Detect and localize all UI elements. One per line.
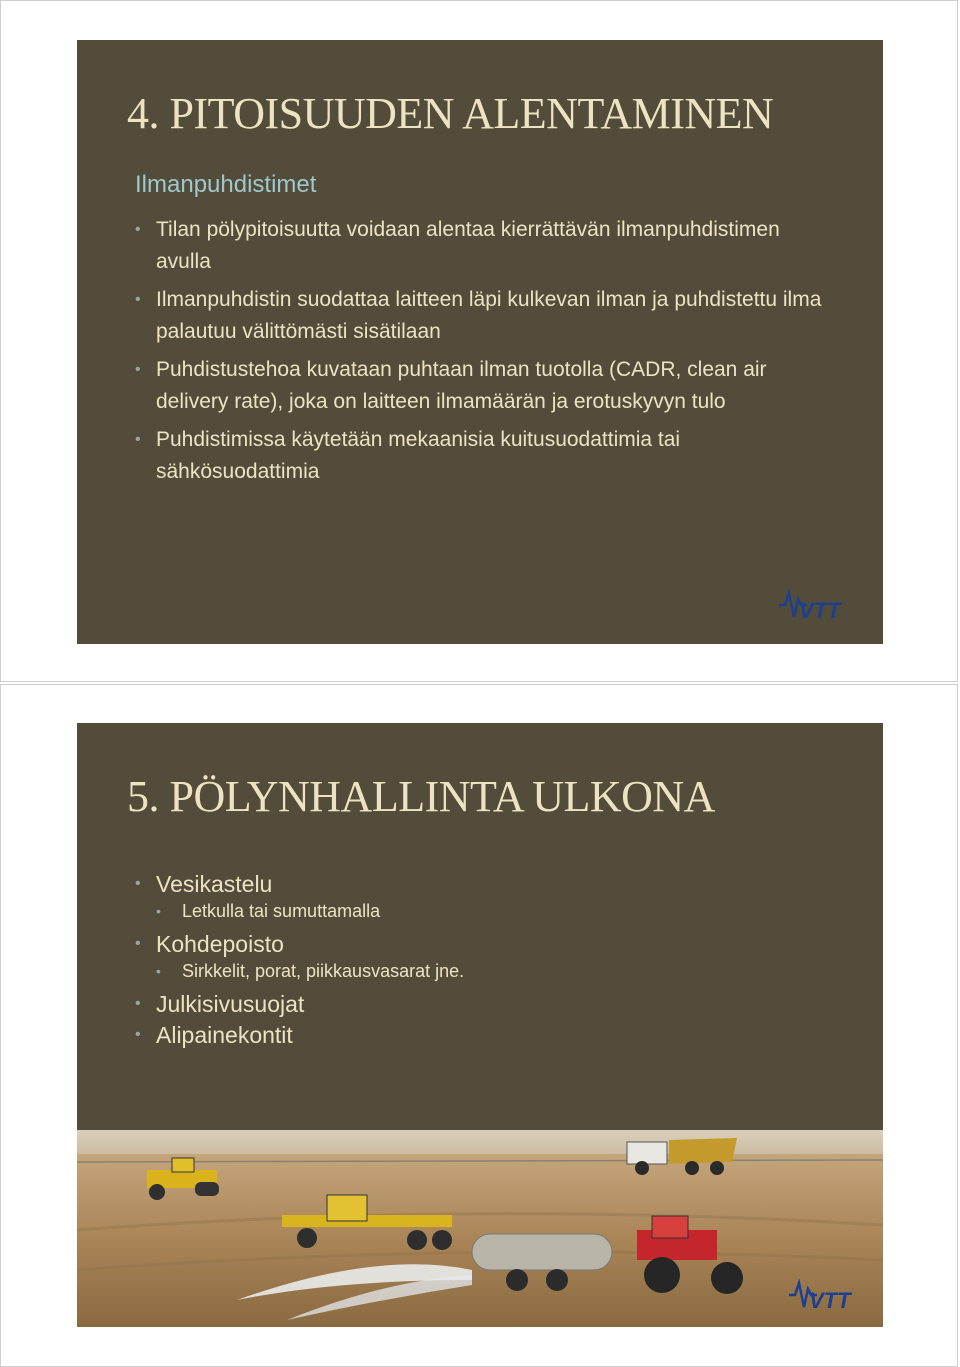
bullet-item: • Puhdistustehoa kuvataan puhtaan ilman tuotolla (CADR, clean air delivery rate), joka on laitteen ilmamäärän ja erotuskyvyn tulo — [135, 354, 835, 418]
slide-1 — [77, 40, 883, 644]
sub-bullet-item: • Sirkkelit, porat, piikkausvasarat jne. — [156, 959, 835, 983]
sub-bullet-list — [156, 899, 835, 923]
bullet-label: Vesikastelu — [156, 871, 273, 897]
slide-1-bullet-list — [135, 214, 835, 494]
sub-bullet-list — [156, 959, 835, 983]
slide-1-subtitle: Ilmanpuhdistimet — [135, 171, 317, 198]
slide-2-bullet-list — [135, 868, 835, 1050]
bullet-item: • Julkisivusuojat — [135, 989, 835, 1019]
vtt-logo-text: VTT — [799, 598, 841, 623]
bullet-item: • Alipainekontit — [135, 1020, 835, 1050]
bullet-item — [135, 929, 835, 983]
bullet-item — [135, 869, 835, 923]
bullet-item: • Tilan pölypitoisuutta voidaan alentaa kierrättävän ilmanpuhdistimen avulla — [135, 214, 835, 278]
vtt-logo-text: VTT — [809, 1288, 851, 1313]
bullet-label: Kohdepoisto — [156, 931, 284, 957]
vtt-logo — [777, 585, 857, 625]
slide-1-title: 4. PITOISUUDEN ALENTAMINEN — [127, 89, 774, 138]
slide-2-title: 5. PÖLYNHALLINTA ULKONA — [127, 772, 715, 821]
construction-site-photo — [77, 1130, 883, 1327]
bullet-item: • Ilmanpuhdistin suodattaa laitteen läpi kulkevan ilman ja puhdistettu ilma palautuu välittömästi sisätilaan — [135, 284, 835, 348]
slide-2 — [77, 723, 883, 1327]
sub-bullet-item: • Letkulla tai sumuttamalla — [156, 899, 835, 923]
bullet-item: • Puhdistimissa käytetään mekaanisia kuitusuodattimia tai sähkösuodattimia — [135, 424, 835, 488]
